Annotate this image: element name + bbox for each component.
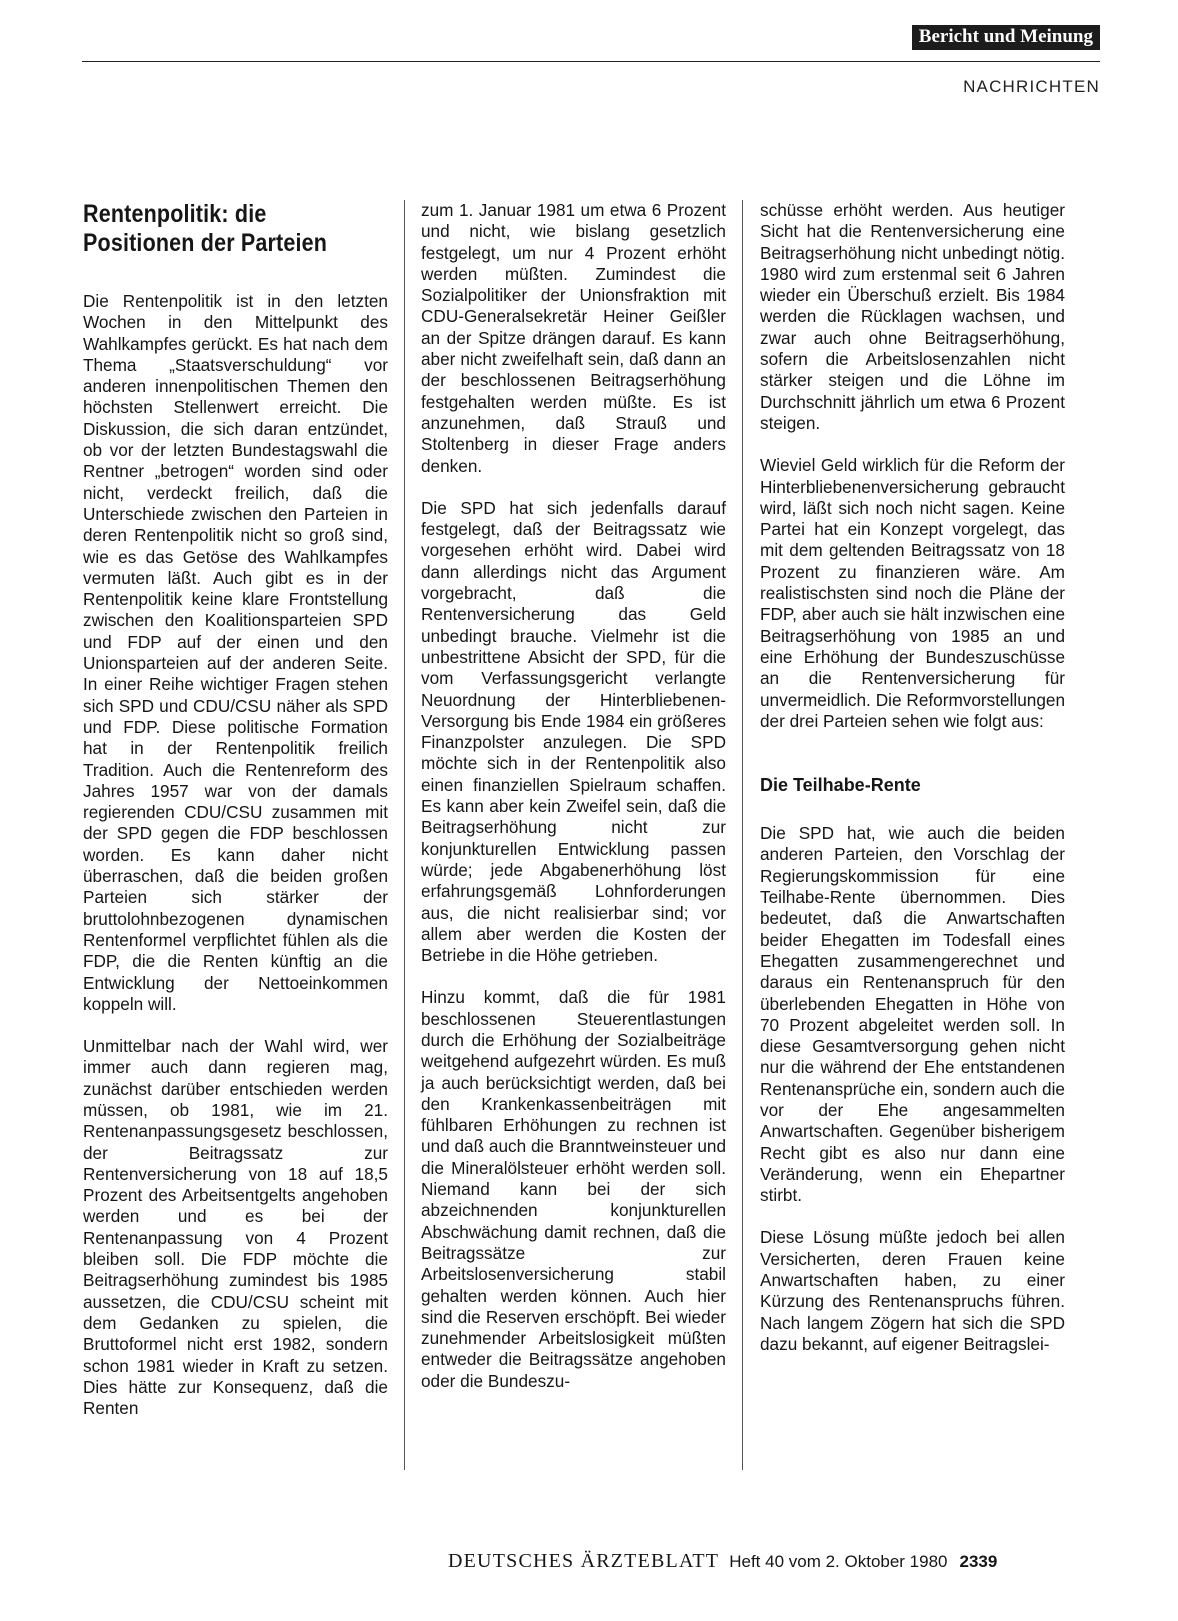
column-divider	[742, 200, 743, 1470]
paragraph: schüsse erhöht werden. Aus heutiger Sicht hat die Rentenversicherung eine Beitragserhöhung nicht unbedingt nötig. 1980 wird zum erstenmal seit 6 Jahren wieder ein Überschuß erzielt. Bis 1984 werden die Rücklagen wachsen, und zwar auch ohne Beitragserhöhung, sofern die Arbeitslosenzahlen nicht stärker steigen und die Löhne im Durchschnitt jährlich um etwa 6 Prozent steigen.	[760, 200, 1065, 433]
category-label: NACHRICHTEN	[963, 77, 1100, 96]
section-tag: Bericht und Meinung	[912, 25, 1100, 50]
paragraph: zum 1. Januar 1981 um etwa 6 Prozent und nicht, wie bislang gesetzlich festgelegt, um nur 4 Prozent erhöht werden müßten. Zumindest die Sozialpolitiker der Unionsfraktion mit CDU-Generalsekretär Heiner Geißler an der Spitze drängen darauf. Es kann aber nicht zweifelhaft sein, daß dann an der beschlossenen Beitragserhöhung festgehalten werden müßte. Es ist anzunehmen, daß Strauß und Stoltenberg in dieser Frage anders denken.	[421, 200, 726, 476]
page-number: 2339	[959, 1552, 998, 1571]
header-rule	[82, 61, 1100, 62]
page-footer	[448, 1550, 1100, 1573]
column-3	[760, 200, 1065, 1376]
article-title: Rentenpolitik: die Positionen der Parteien	[83, 200, 328, 257]
paragraph: Die Rentenpolitik ist in den letzten Wochen in den Mittelpunkt des Wahlkampfes gerückt. Es hat nach dem Thema „Staatsverschuldung“ vor anderen innenpolitischen Themen den höchsten Stellenwert erreicht. Die Diskussion, die sich daran entzündet, ob vor der letzten Bundestagswahl die Rentner „betrogen“ worden sind oder nicht, verdeckt freilich, daß die Unterschiede zwischen den Parteien in deren Rentenpolitik nicht so groß sind, wie es das Getöse des Wahlkampfes vermuten läßt. Auch gibt es in der Rentenpolitik keine klare Frontstellung zwischen den Koalitionsparteien SPD und FDP auf der einen und den Unionsparteien auf der anderen Seite. In einer Reihe wichtiger Fragen stehen sich SPD und CDU/CSU näher als SPD und FDP. Diese politische Formation hat in der Rentenpolitik freilich Tradition. Auch die Rentenreform des Jahres 1957 war von der damals regierenden CDU/CSU zusammen mit der SPD gegen die FDP beschlossen worden. Es kann daher nicht überraschen, daß die beiden großen Parteien sich stärker der bruttolohnbezogenen dynamischen Rentenformel verpflichtet fühlen als die FDP, die die Renten künftig an die Entwicklung der Nettoeinkommen koppeln will.	[83, 291, 388, 1014]
paragraph: Diese Lösung müßte jedoch bei allen Versicherten, deren Frauen keine Anwartschaften haben, zu einer Kürzung des Rentenanspruchs führen. Nach langem Zögern hat sich die SPD dazu bekannt, auf eigener Beitragslei-	[760, 1227, 1065, 1354]
journal-name: DEUTSCHES ÄRZTEBLATT	[448, 1550, 720, 1572]
column-1	[83, 200, 388, 1440]
paragraph: Unmittelbar nach der Wahl wird, wer immer auch dann regieren mag, zunächst darüber entschieden werden müssen, ob 1981, wie im 21. Rentenanpassungsgesetz beschlossen, der Beitragssatz zur Rentenversicherung von 18 auf 18,5 Prozent des Arbeitsentgelts angehoben werden und es bei der Rentenanpassung von 4 Prozent bleiben soll. Die FDP möchte die Beitragserhöhung zumindest bis 1985 aussetzen, die CDU/CSU scheint mit dem Gedanken zu spielen, die Bruttoformel nicht erst 1982, sondern schon 1981 wieder in Kraft zu setzen. Dies hätte zur Konsequenz, daß die Renten	[83, 1036, 388, 1419]
issue-info: Heft 40 vom 2. Oktober 1980	[729, 1552, 948, 1571]
section-heading: Die Teilhabe-Rente	[760, 775, 921, 796]
paragraph: Die SPD hat sich jedenfalls darauf festgelegt, daß der Beitragssatz wie vorgesehen erhöht wird. Dabei wird dann allerdings nicht das Argument vorgebracht, daß die Rentenversicherung das Geld unbedingt brauche. Vielmehr ist die unbestrittene Absicht der SPD, für die vom Verfassungsgericht verlangte Neuordnung der Hinterbliebenen-Versorgung bis Ende 1984 ein größeres Finanzpolster anzulegen. Die SPD möchte sich in der Rentenpolitik also einen finanziellen Spielraum schaffen. Es kann aber kein Zweifel sein, daß die Beitragserhöhung nicht zur konjunkturellen Entwicklung passen würde; jede Abgabenerhöhung löst erfahrungsgemäß Lohnforderungen aus, die nicht realisierbar sind; vor allem aber werden die Kosten der Betriebe in die Höhe getrieben.	[421, 497, 726, 966]
column-2	[421, 200, 726, 1413]
paragraph: Wieviel Geld wirklich für die Reform der Hinterbliebenenversicherung gebraucht wird, läßt sich noch nicht sagen. Keine Partei hat ein Konzept vorgelegt, das mit dem geltenden Beitragssatz von 18 Prozent zu finanzieren wäre. Am realistischsten sind noch die Pläne der FDP, aber auch sie hält inzwischen eine Beitragserhöhung von 1985 an und eine Erhöhung der Bundeszuschüsse an die Rentenversicherung für unvermeidlich. Die Reformvorstellungen der drei Parteien sehen wie folgt aus:	[760, 455, 1065, 731]
column-divider	[404, 200, 405, 1470]
paragraph: Hinzu kommt, daß die für 1981 beschlossenen Steuerentlastungen durch die Erhöhung der Sozialbeiträge weitgehend aufgezehrt würden. Es muß ja auch berücksichtigt werden, daß bei den Krankenkassenbeiträgen mit fühlbaren Erhöhungen zu rechnen ist und daß auch die Branntweinsteuer und die Mineralölsteuer erhöht werden soll. Niemand kann bei der sich abzeichnenden konjunkturellen Abschwächung damit rechnen, daß die Beitragssätze zur Arbeitslosenversicherung stabil gehalten werden können. Auch hier sind die Reserven erschöpft. Bei wieder zunehmender Arbeitslosigkeit müßten entweder die Beitragssätze angehoben oder die Bundeszu-	[421, 987, 726, 1391]
paragraph: Die SPD hat, wie auch die beiden anderen Parteien, den Vorschlag der Regierungskommission für eine Teilhabe-Rente übernommen. Dies bedeutet, daß die Anwartschaften beider Ehegatten im Todesfall eines Ehegatten zusammengerechnet und daraus ein Rentenanspruch für den überlebenden Ehegatten in Höhe von 70 Prozent abgeleitet werden soll. In diese Gesamtversorgung gehen nicht nur die während der Ehe entstandenen Rentenansprüche ein, sondern auch die vor der Ehe angesammelten Anwartschaften. Gegenüber bisherigem Recht gibt es also nur dann eine Veränderung, wenn ein Ehepartner stirbt.	[760, 823, 1065, 1206]
